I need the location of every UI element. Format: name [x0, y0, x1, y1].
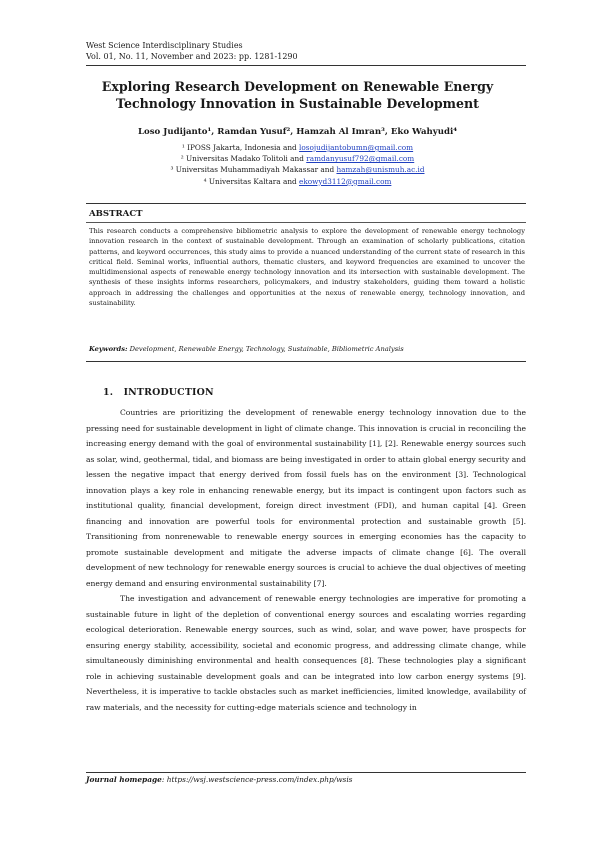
paper-title: Exploring Research Development on Renewable Energy Technology Innovation in Sustainable Development	[101, 79, 494, 111]
section-body	[86, 405, 526, 715]
abstract-heading: ABSTRACT	[89, 209, 143, 219]
affiliation-3	[70, 164, 525, 175]
affiliation-text: ¹ IPOSS Jakarta, Indonesia and	[181, 143, 300, 152]
keywords-line	[89, 345, 525, 353]
footer-rule	[86, 772, 526, 773]
email-link[interactable]: ekowyd3112@gmail.com	[299, 176, 392, 186]
page-footer	[86, 775, 352, 784]
abstract-heading-rule	[86, 222, 526, 223]
journal-header	[86, 40, 298, 62]
email-link[interactable]: losojudijantobumn@gmail.com	[299, 143, 414, 152]
affiliations	[70, 142, 525, 187]
body-paragraph: Countries are prioritizing the development of renewable energy technology innovation due to the pressing need for sustainable development in light of climate change. This innovation is crucial in reconciling the increasing energy demand with the goal of environmental sustainability [1], [2]. Renewable energy sources such as solar, wind, geothermal, tidal, and biomass are being investigated in order to attain global energy security and lessen the negative impact that energy derived from fossil fuels has on the environment [3]. Technological innovation plays a key role in enhancing renewable energy, but its impact is contingent upon factors such as institutional quality, financial development, foreign direct investment (FDI), and human capital [4]. Green financing and innovation are powerful tools for environmental protection and sustainable growth [5]. Transitioning from nonrenewable to renewable energy sources in emerging economies has the capacity to promote sustainable development and mitigate the adverse impacts of climate change [6]. The overall development of new technology for renewable energy sources is crucial to achieve the dual objectives of meeting energy demand and ensuring environmental sustainability [7].	[86, 408, 526, 588]
affiliation-text: ³ Universitas Muhammadiyah Makassar and	[170, 165, 337, 175]
abstract-top-rule	[86, 203, 526, 204]
keywords-values: Development, Renewable Energy, Technology, Sustainable, Bibliometric Analysis	[129, 345, 404, 353]
email-link[interactable]: ramdanyusuf792@gmail.com	[306, 154, 415, 164]
body-paragraph: The investigation and advancement of renewable energy technologies are imperative for promoting a sustainable future in light of the depletion of conventional energy sources and escalating worries regarding ecological deterioration. Renewable energy sources, such as wind, solar, and wave power, have prospects for ensuring energy stability, accessibility, societal and economic progress, and addressing climate change, while simultaneously diminishing environmental and health consequences [8]. These technologies play a significant role in achieving sustainable development goals and can be integrated into low carbon energy systems [9]. Nevertheless, it is imperative to tackle obstacles such as market inefficiencies, limited knowledge, availability of raw materials, and the necessity for cutting-edge materials science and technology in	[86, 594, 526, 712]
affiliation-4	[70, 176, 525, 187]
volume-info: Vol. 01, No. 11, November and 2023: pp. 1281-1290	[86, 52, 298, 61]
abstract-bottom-rule	[86, 361, 526, 362]
journal-homepage-link[interactable]: : https://wsj.westscience-press.com/index.php/wsis	[161, 775, 353, 784]
journal-name: West Science Interdisciplinary Studies	[86, 41, 243, 50]
affiliation-text: ⁴ Universitas Kaltara and	[203, 176, 300, 186]
section-heading: 1. INTRODUCTION	[103, 387, 214, 398]
affiliation-2	[70, 153, 525, 164]
header-divider	[86, 65, 526, 66]
abstract-text: This research conducts a comprehensive bibliometric analysis to explore the development of renewable energy technology innovation research in the context of sustainable development. Through an examination of scholarly publications, citation patterns, and keyword occurrences, this study aims to provide a nuanced understanding of the current state of research in this critical field. Seminal works, influential authors, thematic clusters, and keyword frequencies are examined to uncover the multidimensional aspects of renewable energy technology innovation and its intersection with sustainable development. The synthesis of these insights informs researchers, policymakers, and industry stakeholders, guiding them toward a holistic approach in addressing the challenges and opportunities at the nexus of renewable energy, technology innovation, and sustainability.	[89, 227, 525, 308]
keywords-label: Keywords:	[89, 345, 128, 353]
affiliation-text: ² Universitas Madako Tolitoli and	[180, 154, 307, 164]
affiliation-1	[70, 142, 525, 153]
footer-label: Journal homepage	[86, 775, 162, 784]
author-list: Loso Judijanto¹, Ramdan Yusuf², Hamzah Al Imran³, Eko Wahyudi⁴	[137, 127, 458, 137]
email-link[interactable]: hamzah@unismuh.ac.id	[336, 165, 425, 175]
